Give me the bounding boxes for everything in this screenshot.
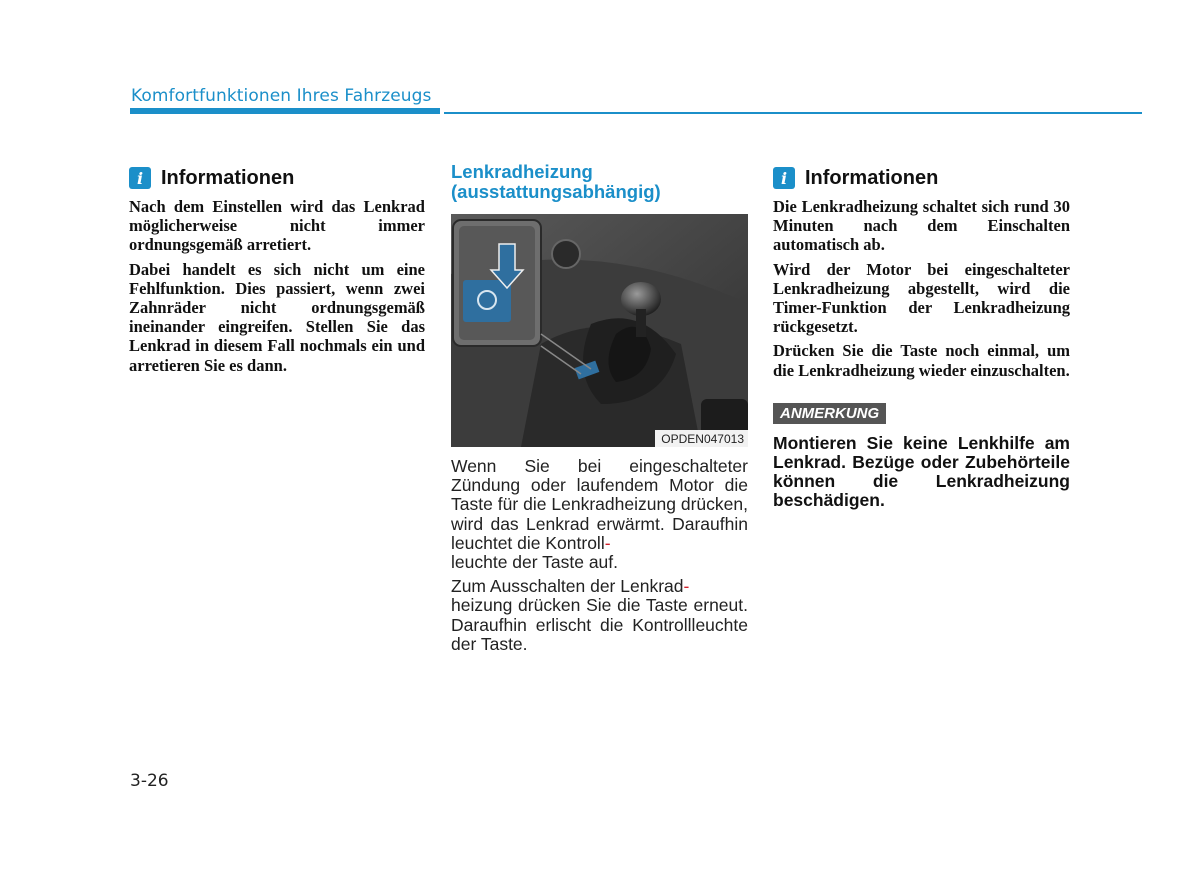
steering-wheel-heater-figure xyxy=(451,214,748,447)
info-title: Informationen xyxy=(805,166,939,189)
info-paragraph: Dabei handelt es sich nicht um eine Fehlfunktion. Dies passiert, wenn zwei Zahnräder nicht ordnungsgemäß ineinander eingreifen. Stellen Sie das Lenkrad in diesem Fall nochmals ein und arretieren Sie es dann. xyxy=(129,259,425,375)
info-paragraph: Drücken Sie die Taste noch einmal, um die Lenkradheizung wieder einzuschalten. xyxy=(773,341,1070,380)
section-heading: Lenkradheizung (ausstattungsabhängig) xyxy=(451,161,661,202)
info-paragraph: Wird der Motor bei eingeschalteter Lenkradheizung abgestellt, wird die Timer-Funktion der Lenkradheizung rückgesetzt. xyxy=(773,259,1070,337)
header-rule xyxy=(444,112,1142,114)
column-left xyxy=(129,165,425,380)
info-icon: i xyxy=(773,167,795,189)
center-console-illustration xyxy=(451,214,748,447)
body-paragraph: Wenn Sie bei eingeschalteter Zündung oder laufendem Motor die Taste für die Lenkradheizung drücken, wird das Lenkrad erwärmt. Daraufhin leuchtet die Kontroll- leuchte der Taste auf. xyxy=(451,456,748,573)
info-title: Informationen xyxy=(161,166,295,189)
header-bar-accent xyxy=(130,108,440,114)
info-heading xyxy=(773,165,1070,191)
note-badge: ANMERKUNG xyxy=(773,403,886,424)
info-paragraph: Die Lenkradheizung schaltet sich rund 30 Minuten nach dem Einschalten automatisch ab. xyxy=(773,197,1070,255)
info-paragraph: Nach dem Einstellen wird das Lenkrad möglicherweise nicht immer ordnungsgemäß arretiert. xyxy=(129,197,425,255)
info-heading xyxy=(129,165,425,191)
page-number: 3-26 xyxy=(130,771,169,791)
section-header-title: Komfortfunktionen Ihres Fahrzeugs xyxy=(131,86,432,106)
column-middle xyxy=(451,162,748,659)
body-paragraph: Zum Ausschalten der Lenkrad- heizung drücken Sie die Taste erneut. Daraufhin erlischt die Kontrollleuchte der Taste. xyxy=(451,576,748,654)
info-icon: i xyxy=(129,167,151,189)
figure-code-label: OPDEN047013 xyxy=(655,430,748,447)
note-text: Montieren Sie keine Lenkhilfe am Lenkrad. Bezüge oder Zubehörteile können die Lenkradheizung beschädigen. xyxy=(773,432,1070,511)
column-right xyxy=(773,165,1070,511)
